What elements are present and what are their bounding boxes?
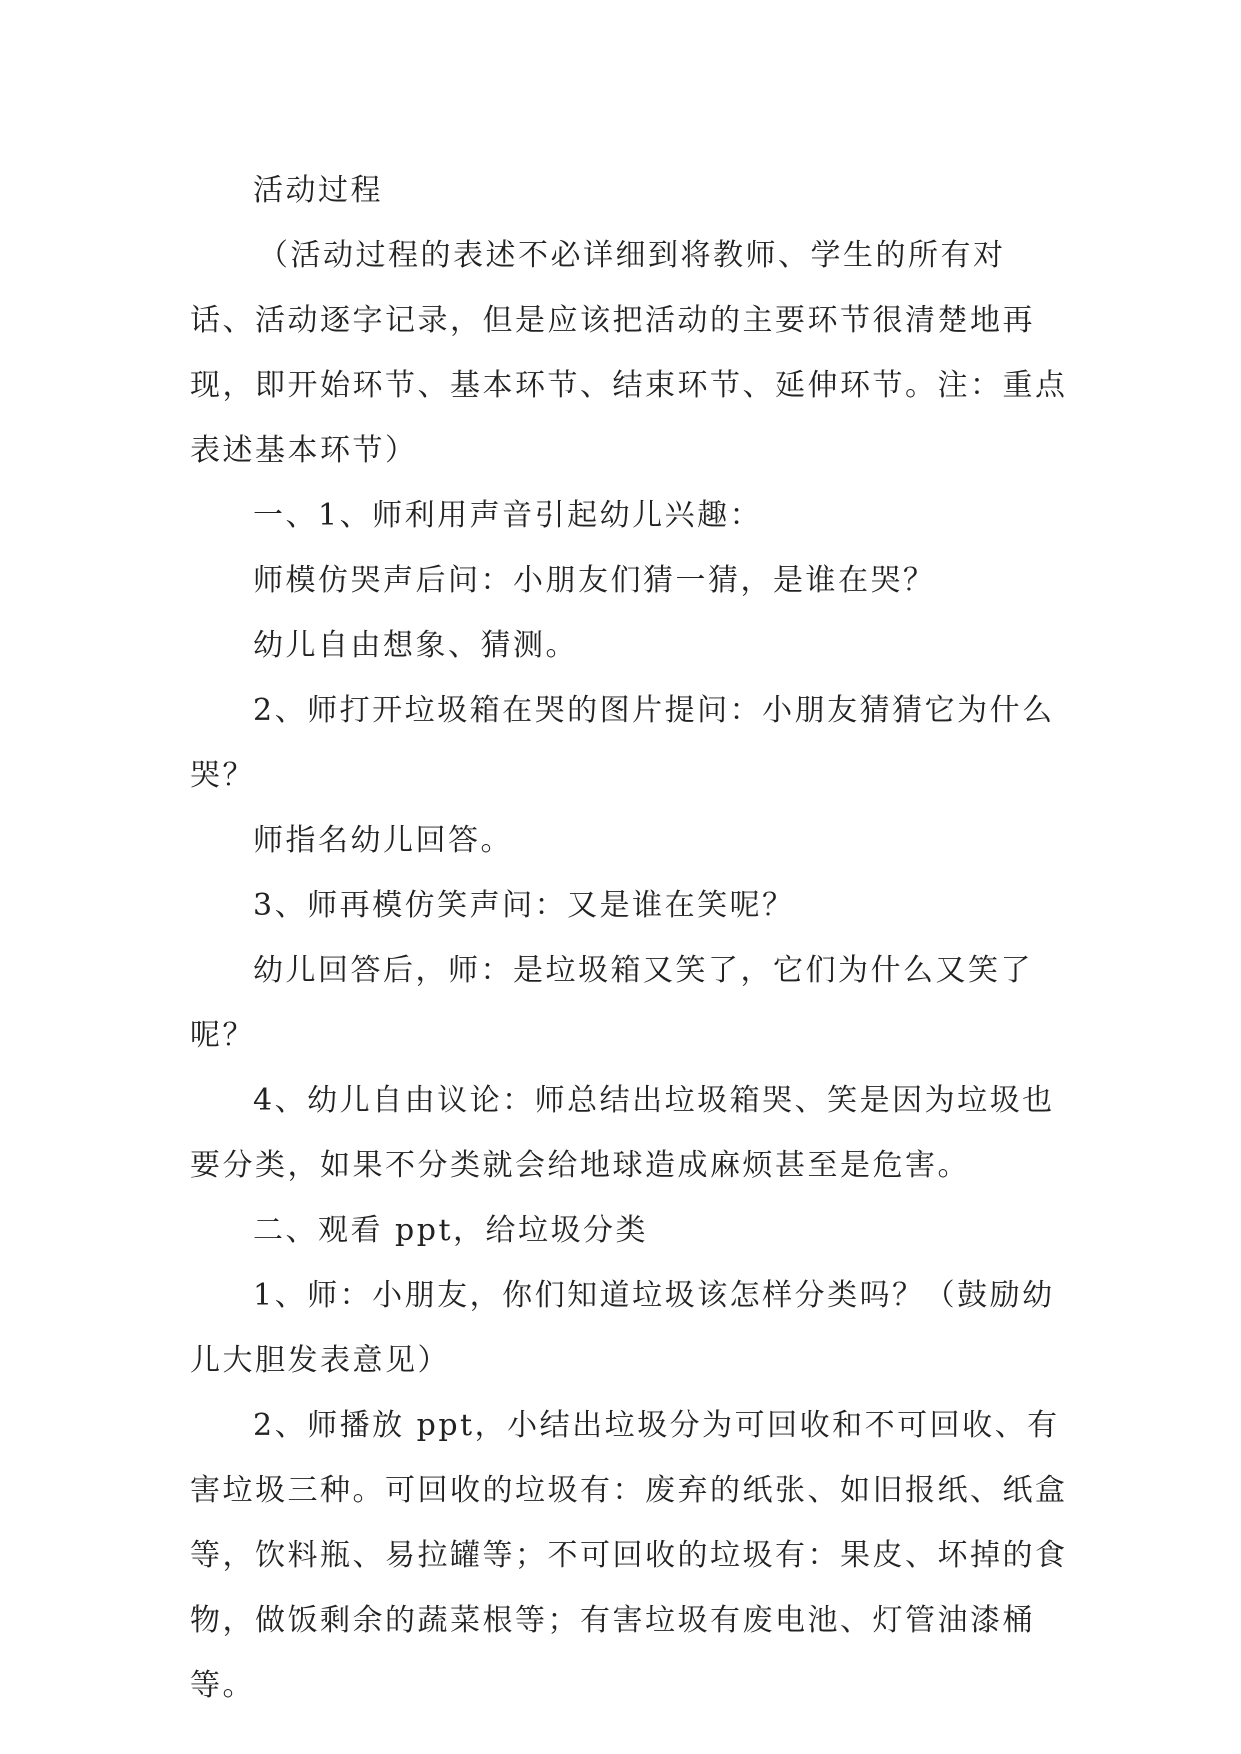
- paragraph: 1、师：小朋友，你们知道垃圾该怎样分类吗？（鼓励幼儿大胆发表意见）: [190, 1278, 1055, 1378]
- section-heading: 活动过程: [253, 173, 383, 208]
- paragraph: 4、幼儿自由议论：师总结出垃圾箱哭、笑是因为垃圾也要分类，如果不分类就会给地球造成麻烦甚至是危害。: [190, 1083, 1055, 1183]
- paragraph: 2、师打开垃圾箱在哭的图片提问：小朋友猜猜它为什么哭？: [190, 693, 1055, 793]
- paragraph-note: （活动过程的表述不必详细到将教师、学生的所有对话、活动逐字记录，但是应该把活动的主要环节很清楚地再现，即开始环节、基本环节、结束环节、延伸环节。注：重点表述基本环节）: [190, 238, 1068, 468]
- paragraph: 师指名幼儿回答。: [253, 823, 513, 858]
- paragraph: 二、观看 ppt，给垃圾分类: [253, 1213, 648, 1248]
- document-body: [190, 158, 1070, 1718]
- paragraph: 师模仿哭声后问：小朋友们猜一猜，是谁在哭？: [253, 563, 936, 598]
- paragraph: 2、师播放 ppt，小结出垃圾分为可回收和不可回收、有害垃圾三种。可回收的垃圾有：废弃的纸张、如旧报纸、纸盒等，饮料瓶、易拉罐等；不可回收的垃圾有：果皮、坏掉的食物，做饭剩余的蔬菜根等；有害垃圾有废电池、灯管油漆桶等。: [190, 1408, 1068, 1703]
- paragraph: 幼儿回答后，师：是垃圾箱又笑了，它们为什么又笑了呢？: [190, 953, 1033, 1053]
- paragraph: 一、1、师利用声音引起幼儿兴趣：: [253, 498, 763, 533]
- paragraph: 3、师再模仿笑声问：又是谁在笑呢？: [253, 888, 795, 923]
- paragraph: 幼儿自由想象、猜测。: [253, 628, 578, 663]
